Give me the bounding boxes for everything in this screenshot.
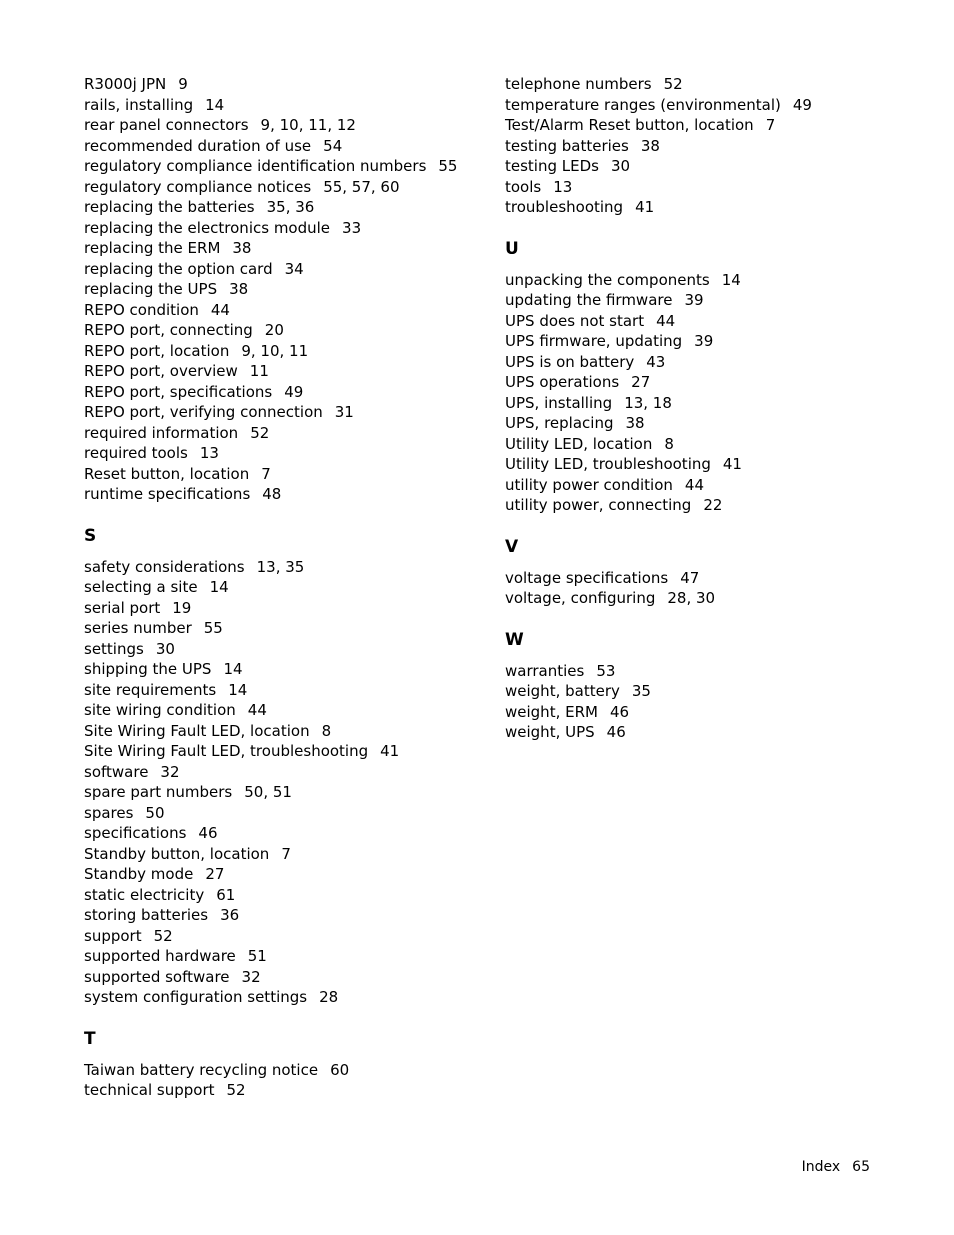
index-entry <box>84 905 484 926</box>
index-term: Site Wiring Fault LED, troubleshooting <box>84 742 369 760</box>
index-entry <box>84 95 484 116</box>
index-page-refs[interactable]: 14 <box>721 270 741 289</box>
index-page-refs[interactable]: 44 <box>656 311 676 330</box>
index-term: software <box>84 762 149 781</box>
index-term: rear panel connectors <box>84 116 249 134</box>
index-term: replacing the UPS <box>84 280 218 298</box>
index-page-refs[interactable]: 7 <box>281 844 291 863</box>
index-group <box>505 239 925 516</box>
index-entry <box>84 74 484 95</box>
index-page-refs[interactable]: 30 <box>610 157 631 175</box>
index-entry <box>505 434 925 455</box>
index-term: static electricity <box>84 885 205 904</box>
index-page-refs[interactable]: 52 <box>663 75 683 93</box>
index-term: replacing the option card <box>84 259 273 278</box>
index-term: updating the firmware <box>505 291 673 309</box>
index-term: UPS, installing <box>505 393 613 412</box>
index-page-refs[interactable]: 41 <box>635 198 655 216</box>
index-entry <box>505 661 925 682</box>
index-entry <box>505 290 925 311</box>
index-term: REPO port, overview <box>84 362 238 380</box>
index-entry <box>505 95 925 116</box>
index-term: series number <box>84 619 192 637</box>
index-entry <box>84 382 484 403</box>
index-letter-heading: U <box>505 238 519 259</box>
index-term: REPO port, location <box>84 341 230 360</box>
index-entry <box>84 218 484 239</box>
index-term: UPS firmware, updating <box>505 332 683 350</box>
index-term: testing batteries <box>505 136 629 155</box>
index-entry <box>84 823 484 844</box>
index-page-refs[interactable]: 38 <box>229 280 249 298</box>
index-page-refs[interactable]: 8 <box>321 721 332 740</box>
index-page-refs[interactable]: 19 <box>172 598 192 617</box>
index-page-refs[interactable]: 14 <box>223 660 243 678</box>
index-page-refs[interactable]: 61 <box>216 885 236 904</box>
index-entry <box>505 177 925 198</box>
index-term: unpacking the components <box>505 270 710 289</box>
index-page-refs[interactable]: 55 <box>203 619 223 637</box>
index-entry <box>505 681 925 702</box>
page-footer <box>802 1157 870 1177</box>
index-group <box>505 630 925 743</box>
index-entry <box>84 136 484 157</box>
index-page-refs[interactable]: 50, 51 <box>244 783 292 801</box>
index-entry <box>84 1060 484 1081</box>
index-term: runtime specifications <box>84 485 251 503</box>
index-term: tools <box>505 177 542 196</box>
index-entry <box>505 588 925 609</box>
index-term: Site Wiring Fault LED, location <box>84 721 310 740</box>
index-page-refs[interactable]: 31 <box>334 403 354 421</box>
index-page-refs[interactable]: 13, 18 <box>624 393 672 412</box>
index-term: weight, ERM <box>505 702 598 721</box>
index-term: settings <box>84 639 144 658</box>
index-page-refs[interactable]: 47 <box>680 568 700 587</box>
index-entry <box>84 361 484 382</box>
index-page-refs[interactable]: 28 <box>319 988 339 1006</box>
index-entry <box>84 577 484 598</box>
index-page-refs[interactable]: 13 <box>553 177 573 196</box>
index-term: REPO port, verifying connection <box>84 403 323 421</box>
index-entry <box>84 680 484 701</box>
index-page-refs[interactable]: 51 <box>247 947 267 965</box>
index-page-refs[interactable]: 52 <box>226 1081 246 1099</box>
index-entry <box>505 74 925 95</box>
index-entry <box>84 741 484 762</box>
index-term: Taiwan battery recycling notice <box>84 1060 319 1079</box>
index-term: R3000j JPN <box>84 75 167 93</box>
index-term: replacing the electronics module <box>84 218 331 237</box>
index-page-refs[interactable]: 52 <box>153 926 173 945</box>
index-entry <box>84 197 484 218</box>
index-term: warranties <box>505 661 585 680</box>
index-page-refs[interactable]: 44 <box>210 300 230 319</box>
index-term: UPS, replacing <box>505 414 614 432</box>
index-entry <box>505 722 925 743</box>
index-page-refs[interactable]: 32 <box>160 762 180 781</box>
index-term: replacing the ERM <box>84 239 221 257</box>
index-page-refs[interactable]: 46 <box>606 723 626 741</box>
index-entry <box>84 721 484 742</box>
index-term: storing batteries <box>84 906 209 924</box>
index-page-refs[interactable]: 54 <box>323 136 343 155</box>
index-page-refs[interactable]: 27 <box>631 373 651 391</box>
index-page-refs[interactable]: 44 <box>684 475 704 494</box>
index-entry <box>505 454 925 475</box>
index-term: testing LEDs <box>505 157 599 175</box>
index-page-refs[interactable]: 49 <box>284 382 304 401</box>
index-entry <box>505 331 925 352</box>
index-term: required information <box>84 423 239 442</box>
index-entry <box>84 115 484 136</box>
index-page-refs[interactable]: 33 <box>342 218 362 237</box>
index-term: UPS does not start <box>505 311 645 330</box>
index-page-refs[interactable]: 43 <box>646 352 666 371</box>
index-term: spare part numbers <box>84 783 233 801</box>
index-term: required tools <box>84 444 188 462</box>
index-term: rails, installing <box>84 95 194 114</box>
index-entry <box>505 311 925 332</box>
index-entry <box>505 475 925 496</box>
footer-section-label: Index <box>801 1159 841 1175</box>
index-page-refs[interactable]: 11 <box>249 362 269 380</box>
index-term: supported software <box>84 967 230 986</box>
index-entry <box>84 402 484 423</box>
index-term: system configuration settings <box>84 988 308 1006</box>
index-page-refs[interactable]: 30 <box>155 639 175 658</box>
index-page-refs[interactable]: 8 <box>664 434 674 453</box>
index-term: voltage specifications <box>505 568 669 587</box>
index-term: technical support <box>84 1081 215 1099</box>
index-page-refs[interactable]: 55, 57, 60 <box>323 177 400 196</box>
index-entry <box>505 197 925 218</box>
index-term: utility power condition <box>505 475 673 494</box>
index-entry <box>505 136 925 157</box>
index-term: UPS is on battery <box>505 352 635 371</box>
index-page-refs[interactable]: 55 <box>438 157 458 175</box>
index-term: replacing the batteries <box>84 198 255 216</box>
index-page-refs[interactable]: 38 <box>640 136 660 155</box>
index-page-refs[interactable]: 48 <box>262 485 282 503</box>
index-page-refs[interactable]: 7 <box>261 464 271 483</box>
index-term: REPO condition <box>84 300 199 319</box>
index-page-refs[interactable]: 32 <box>241 967 261 986</box>
index-entry <box>84 946 484 967</box>
index-entry <box>505 393 925 414</box>
index-entry <box>84 464 484 485</box>
index-column-right <box>505 74 925 743</box>
index-page-refs[interactable]: 36 <box>220 906 240 924</box>
index-page-refs[interactable]: 39 <box>694 332 714 350</box>
index-entry <box>505 352 925 373</box>
index-letter-heading: V <box>505 536 519 557</box>
index-term: recommended duration of use <box>84 136 312 155</box>
index-page-refs[interactable]: 7 <box>765 116 776 134</box>
index-term: Utility LED, troubleshooting <box>505 455 711 473</box>
index-page-refs[interactable]: 14 <box>205 95 225 114</box>
index-term: REPO port, specifications <box>84 382 273 401</box>
index-page-refs[interactable]: 9, 10, 11, 12 <box>260 116 356 134</box>
index-page-refs[interactable]: 22 <box>703 496 723 514</box>
index-entry <box>505 115 925 136</box>
index-page-refs[interactable]: 14 <box>209 578 229 596</box>
index-entry <box>84 782 484 803</box>
index-term: site requirements <box>84 680 217 699</box>
index-page-refs[interactable]: 13 <box>199 444 219 462</box>
index-term: temperature ranges (environmental) <box>505 95 781 114</box>
index-group <box>84 526 484 1008</box>
index-entry <box>505 568 925 589</box>
index-group <box>505 74 925 218</box>
index-term: REPO port, connecting <box>84 321 253 339</box>
index-entry <box>505 413 925 434</box>
index-page-refs[interactable]: 38 <box>625 414 645 432</box>
index-page-refs[interactable]: 60 <box>330 1060 350 1079</box>
index-letter-heading: T <box>84 1028 96 1049</box>
index-entry <box>505 495 925 516</box>
index-entry <box>84 803 484 824</box>
index-letter-heading: S <box>84 525 97 546</box>
index-term: utility power, connecting <box>505 496 692 514</box>
index-term: serial port <box>84 598 161 617</box>
index-page-refs[interactable]: 9 <box>178 75 188 93</box>
index-entry <box>84 639 484 660</box>
index-term: spares <box>84 803 134 822</box>
index-entry <box>84 484 484 505</box>
index-entry <box>84 156 484 177</box>
index-term: weight, UPS <box>505 723 595 741</box>
index-group <box>505 537 925 609</box>
index-page-refs[interactable]: 9, 10, 11 <box>241 341 309 360</box>
index-entry <box>84 700 484 721</box>
index-entry <box>84 320 484 341</box>
index-term: Standby mode <box>84 865 194 883</box>
index-term: support <box>84 926 142 945</box>
index-entry <box>84 341 484 362</box>
index-entry <box>84 618 484 639</box>
index-term: voltage, configuring <box>505 589 656 607</box>
index-term: shipping the UPS <box>84 660 212 678</box>
index-entry <box>84 1080 484 1101</box>
index-column-left <box>84 74 484 1101</box>
index-group <box>84 1029 484 1101</box>
index-entry <box>84 443 484 464</box>
index-entry <box>84 864 484 885</box>
index-term: Utility LED, location <box>505 434 653 453</box>
index-page-refs[interactable]: 27 <box>205 865 225 883</box>
index-group <box>84 74 484 505</box>
index-entry <box>505 702 925 723</box>
footer-page-number: 65 <box>852 1159 870 1175</box>
index-term: site wiring condition <box>84 701 236 719</box>
index-term: safety considerations <box>84 557 245 576</box>
index-page-refs[interactable]: 46 <box>609 702 630 721</box>
index-entry <box>84 762 484 783</box>
index-entry <box>84 844 484 865</box>
index-page-refs[interactable]: 52 <box>250 423 270 442</box>
index-page-refs[interactable]: 38 <box>232 239 252 257</box>
index-page-refs[interactable]: 41 <box>722 455 742 473</box>
index-page-refs[interactable]: 35 <box>631 682 651 700</box>
index-page-refs[interactable]: 46 <box>198 824 218 842</box>
index-term: specifications <box>84 824 187 842</box>
index-page-refs[interactable]: 20 <box>264 321 284 339</box>
index-page-refs[interactable]: 41 <box>380 742 400 760</box>
index-entry <box>84 967 484 988</box>
index-page-refs[interactable]: 49 <box>792 95 812 114</box>
index-entry <box>84 659 484 680</box>
index-term: weight, battery <box>505 682 620 700</box>
index-page-refs[interactable]: 34 <box>284 259 304 278</box>
index-page-refs[interactable]: 14 <box>228 680 248 699</box>
index-entry <box>84 557 484 578</box>
index-term: UPS operations <box>505 373 620 391</box>
index-entry <box>84 279 484 300</box>
index-term: regulatory compliance notices <box>84 177 312 196</box>
index-page-refs[interactable]: 35, 36 <box>266 198 315 216</box>
index-entry <box>84 177 484 198</box>
index-term: regulatory compliance identification numbers <box>84 157 427 175</box>
index-entry <box>84 987 484 1008</box>
index-entry <box>505 156 925 177</box>
index-term: Standby button, location <box>84 844 270 863</box>
index-term: selecting a site <box>84 578 198 596</box>
index-entry <box>84 885 484 906</box>
index-entry <box>84 259 484 280</box>
index-entry <box>84 926 484 947</box>
index-page-refs[interactable]: 44 <box>247 701 267 719</box>
index-page-refs[interactable]: 53 <box>596 661 616 680</box>
index-page-refs[interactable]: 28, 30 <box>667 589 716 607</box>
index-entry <box>505 372 925 393</box>
index-entry <box>84 423 484 444</box>
index-entry <box>84 300 484 321</box>
index-entry <box>505 270 925 291</box>
index-term: Test/Alarm Reset button, location <box>505 116 754 134</box>
index-term: supported hardware <box>84 947 236 965</box>
index-page-refs[interactable]: 50 <box>145 803 165 822</box>
index-term: telephone numbers <box>505 75 652 93</box>
index-term: troubleshooting <box>505 198 624 216</box>
index-letter-heading: W <box>505 629 524 650</box>
index-entry <box>84 238 484 259</box>
index-entry <box>84 598 484 619</box>
index-page-refs[interactable]: 39 <box>684 291 704 309</box>
index-term: Reset button, location <box>84 464 250 483</box>
index-page-refs[interactable]: 13, 35 <box>256 557 305 576</box>
